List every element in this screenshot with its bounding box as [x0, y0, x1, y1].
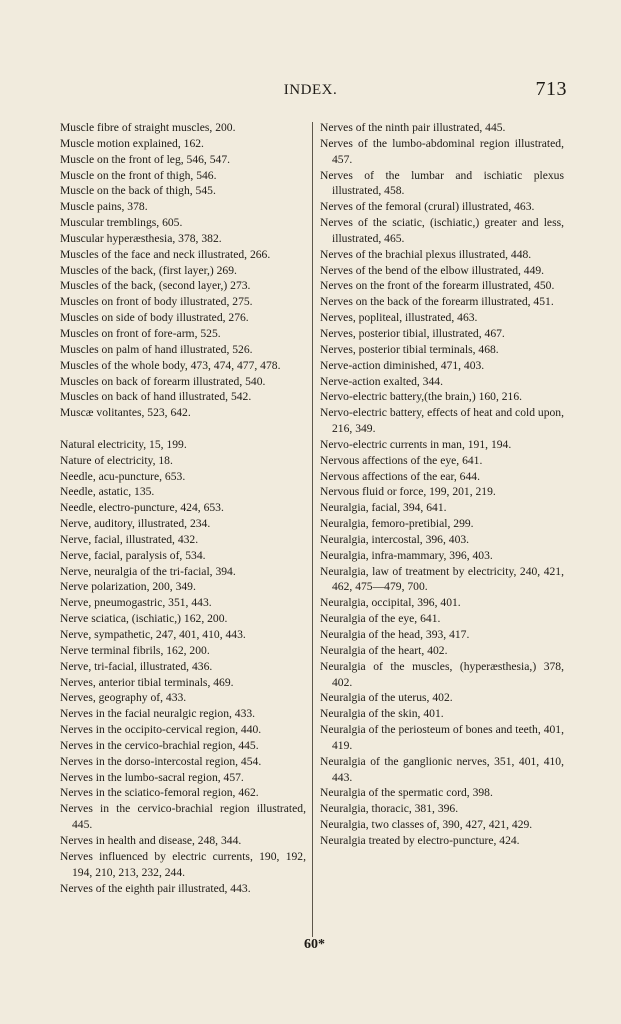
index-entry: Nerve-action exalted, 344.: [320, 374, 443, 388]
index-entry: Neuralgia, thoracic, 381, 396.: [320, 802, 459, 816]
index-entry: Needle, astatic, 135.: [60, 485, 155, 499]
index-entry: Nerves of the lumbar and ischiatic plexus illustrated, 458.: [320, 168, 564, 198]
index-entry: Muscles on front of fore-arm, 525.: [60, 326, 221, 340]
index-entry: Muscæ volitantes, 523, 642.: [60, 406, 191, 420]
column-divider: [312, 122, 313, 937]
index-entry: Muscles on back of hand illustrated, 542.: [60, 390, 252, 404]
index-entry: Nerve, facial, illustrated, 432.: [60, 532, 199, 546]
index-entry: Nerves of the sciatic, (ischiatic,) greater and less, illustrated, 465.: [320, 216, 564, 245]
index-entry: Nerves of the lumbo-abdominal region illustrated, 457.: [320, 136, 564, 166]
index-entry: Nerves, popliteal, illustrated, 463.: [320, 311, 478, 325]
index-entry: Nerves of the eighth pair illustrated, 443.: [60, 881, 251, 895]
index-entry: Neuralgia of the muscles, (hyperæsthesia,) 378, 402.: [320, 659, 564, 689]
index-entry: Nerves of the brachial plexus illustrated, 448.: [320, 247, 532, 261]
index-entry: Neuralgia treated by electro-puncture, 424.: [320, 833, 520, 847]
index-entry: Nerves in the cervico-brachial region illustrated, 445.: [60, 802, 306, 832]
index-entry: Needle, electro-puncture, 424, 653.: [60, 501, 224, 515]
index-entry: Nerve, pneumogastric, 351, 443.: [60, 596, 212, 610]
index-entry: Nervous affections of the eye, 641.: [320, 453, 483, 467]
index-entry: Nerves, posterior tibial terminals, 468.: [320, 342, 499, 356]
index-entry: Nerves on the back of the forearm illustrated, 451.: [320, 295, 554, 309]
index-entry: Nerves influenced by electric currents, 190, 192, 194, 210, 213, 232, 244.: [60, 849, 306, 879]
running-head: INDEX.: [283, 82, 338, 98]
index-entry: Nerves on the front of the forearm illustrated, 450.: [320, 279, 555, 293]
index-entry: Needle, acu-puncture, 653.: [60, 469, 186, 483]
index-entry: Nerves in health and disease, 248, 344.: [60, 833, 242, 847]
index-entry: Nerve, facial, paralysis of, 534.: [60, 548, 206, 562]
index-entry: Neuralgia of the periosteum of bones and teeth, 401, 419.: [320, 723, 564, 752]
index-entry: Nerves, posterior tibial, illustrated, 467.: [320, 326, 505, 340]
index-entry: Nerves in the cervico-brachial region, 445.: [60, 738, 259, 752]
index-entry: Muscle motion explained, 162.: [60, 136, 204, 150]
index-entry: Neuralgia of the eye, 641.: [320, 612, 441, 626]
index-entry: Nerve-action diminished, 471, 403.: [320, 358, 485, 372]
index-entry: Muscles of the back, (first layer,) 269.: [60, 263, 237, 277]
index-entry: Neuralgia of the uterus, 402.: [320, 691, 453, 705]
index-entry: Nerve, tri-facial, illustrated, 436.: [60, 659, 213, 673]
index-entry: Muscle fibre of straight muscles, 200.: [60, 121, 236, 134]
page-header: [0, 78, 621, 104]
index-entry: Muscle pains, 378.: [60, 200, 148, 214]
index-entry: Nervo-electric currents in man, 191, 194.: [320, 437, 512, 451]
index-entry: Muscles of the whole body, 473, 474, 477, 478.: [60, 358, 281, 372]
index-entry: Muscles on palm of hand illustrated, 526.: [60, 342, 253, 356]
index-entry: Nerves of the bend of the elbow illustrated, 449.: [320, 263, 545, 277]
index-entry: Nerve sciatica, (ischiatic,) 162, 200.: [60, 612, 228, 626]
index-entry: Neuralgia, two classes of, 390, 427, 421, 429.: [320, 818, 533, 832]
index-entry: Nervo-electric battery,(the brain,) 160, 216.: [320, 390, 523, 404]
index-entry: Nerve, neuralgia of the tri-facial, 394.: [60, 564, 236, 578]
right-index-column: [320, 120, 564, 849]
index-entry: Nerves, anterior tibial terminals, 469.: [60, 675, 234, 689]
index-entry: Neuralgia, law of treatment by electricity, 240, 421, 462, 475—479, 700.: [320, 564, 564, 594]
signature-mark: 60*: [304, 937, 325, 952]
index-entry: Muscles on side of body illustrated, 276.: [60, 311, 249, 325]
index-entry: Nervo-electric battery, effects of heat and cold upon, 216, 349.: [320, 406, 565, 436]
index-entry: Nerves in the facial neuralgic region, 433.: [60, 707, 256, 721]
index-entry: Nerves of the femoral (crural) illustrated, 463.: [320, 200, 535, 214]
group-spacer: [60, 421, 306, 437]
left-index-column: [60, 120, 306, 896]
index-entry: Nerves in the lumbo-sacral region, 457.: [60, 770, 244, 784]
index-entry: Nerve, auditory, illustrated, 234.: [60, 517, 211, 531]
index-entry: Muscles on front of body illustrated, 275.: [60, 295, 253, 309]
index-entry: Neuralgia of the ganglionic nerves, 351, 401, 410, 443.: [320, 754, 564, 784]
index-entry: Muscular hyperæsthesia, 378, 382.: [60, 231, 222, 245]
index-entry: Neuralgia, femoro-pretibial, 299.: [320, 517, 474, 531]
index-entry: Nerve terminal fibrils, 162, 200.: [60, 643, 210, 657]
index-entry: Neuralgia, intercostal, 396, 403.: [320, 532, 470, 546]
index-entry: Muscle on the back of thigh, 545.: [60, 184, 216, 198]
page-number: 713: [535, 78, 567, 100]
index-entry: Muscle on the front of leg, 546, 547.: [60, 152, 231, 166]
index-entry: Nervous fluid or force, 199, 201, 219.: [320, 485, 496, 499]
index-entry: Neuralgia of the head, 393, 417.: [320, 628, 470, 641]
index-entry: Muscles on back of forearm illustrated, 540.: [60, 374, 266, 388]
index-entry: Neuralgia, occipital, 396, 401.: [320, 596, 461, 610]
index-entry: Nerves, geography of, 433.: [60, 691, 187, 705]
index-entry: Muscular tremblings, 605.: [60, 216, 183, 230]
index-entry: Nerve polarization, 200, 349.: [60, 580, 196, 594]
index-entry: Nerves in the sciatico-femoral region, 462.: [60, 786, 259, 800]
index-entry: Nerves in the occipito-cervical region, 440.: [60, 723, 262, 737]
index-entry: Nerves of the ninth pair illustrated, 445.: [320, 121, 506, 134]
index-entry: Neuralgia, facial, 394, 641.: [320, 501, 447, 515]
index-entry: Muscle on the front of thigh, 546.: [60, 168, 217, 182]
index-entry: Neuralgia, infra-mammary, 396, 403.: [320, 548, 493, 562]
index-entry: Nature of electricity, 18.: [60, 453, 173, 467]
index-entry: Muscles of the back, (second layer,) 273.: [60, 279, 251, 293]
index-entry: Muscles of the face and neck illustrated, 266.: [60, 247, 271, 261]
index-entry: Nerve, sympathetic, 247, 401, 410, 443.: [60, 628, 246, 641]
index-entry: Neuralgia of the skin, 401.: [320, 707, 444, 721]
index-entry: Nervous affections of the ear, 644.: [320, 469, 480, 483]
index-entry: Nerves in the dorso-intercostal region, 454.: [60, 754, 262, 768]
index-entry: Neuralgia of the heart, 402.: [320, 643, 448, 657]
index-entry: Natural electricity, 15, 199.: [60, 437, 187, 451]
index-entry: Neuralgia of the spermatic cord, 398.: [320, 786, 493, 800]
